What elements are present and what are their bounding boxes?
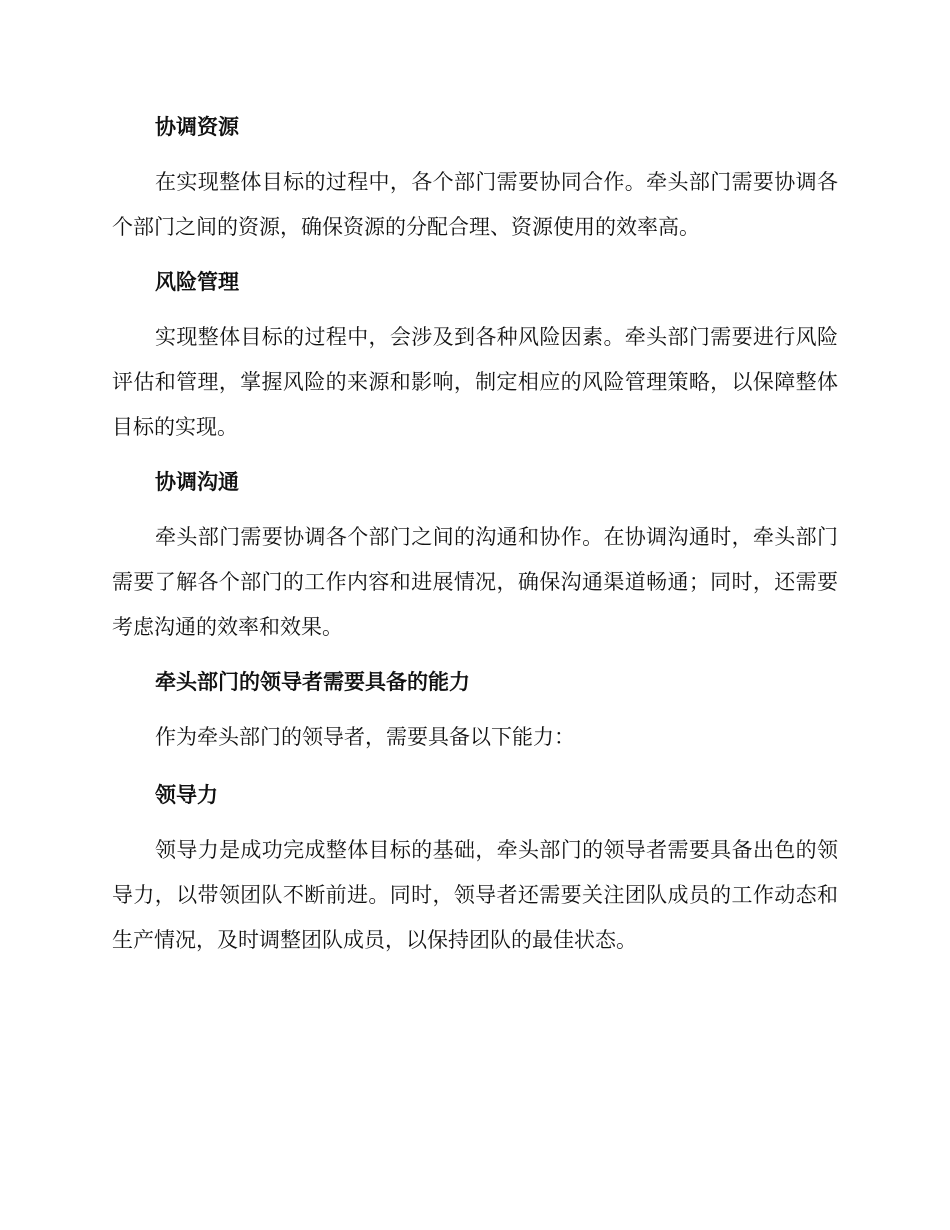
section-heading-coordinate-communication: 协调沟通 [155, 470, 239, 494]
section-paragraph-leadership: 领导力是成功完成整体目标的基础，牵头部门的领导者需要具备出色的领导力，以带领团队不断前进。同时，领导者还需要关注团队成员的工作动态和生产情况，及时调整团队成员，以保持团队的最佳状态。 [112, 838, 838, 952]
section-intro-leader-abilities: 作为牵头部门的领导者，需要具备以下能力： [155, 725, 575, 749]
section-heading-leader-abilities: 牵头部门的领导者需要具备的能力 [155, 670, 470, 694]
document-page [112, 104, 838, 972]
section-heading-leadership: 领导力 [155, 783, 218, 807]
section-heading-risk-management: 风险管理 [155, 270, 239, 294]
section-paragraph-coordinate-communication: 牵头部门需要协调各个部门之间的沟通和协作。在协调沟通时，牵头部门需要了解各个部门的工作内容和进展情况，确保沟通渠道畅通；同时，还需要考虑沟通的效率和效果。 [112, 525, 838, 639]
section-paragraph-coordinate-resources: 在实现整体目标的过程中，各个部门需要协同合作。牵头部门需要协调各个部门之间的资源，确保资源的分配合理、资源使用的效率高。 [112, 170, 838, 239]
section-paragraph-risk-management: 实现整体目标的过程中，会涉及到各种风险因素。牵头部门需要进行风险评估和管理，掌握风险的来源和影响，制定相应的风险管理策略，以保障整体目标的实现。 [112, 325, 838, 439]
section-heading-coordinate-resources: 协调资源 [155, 115, 239, 139]
